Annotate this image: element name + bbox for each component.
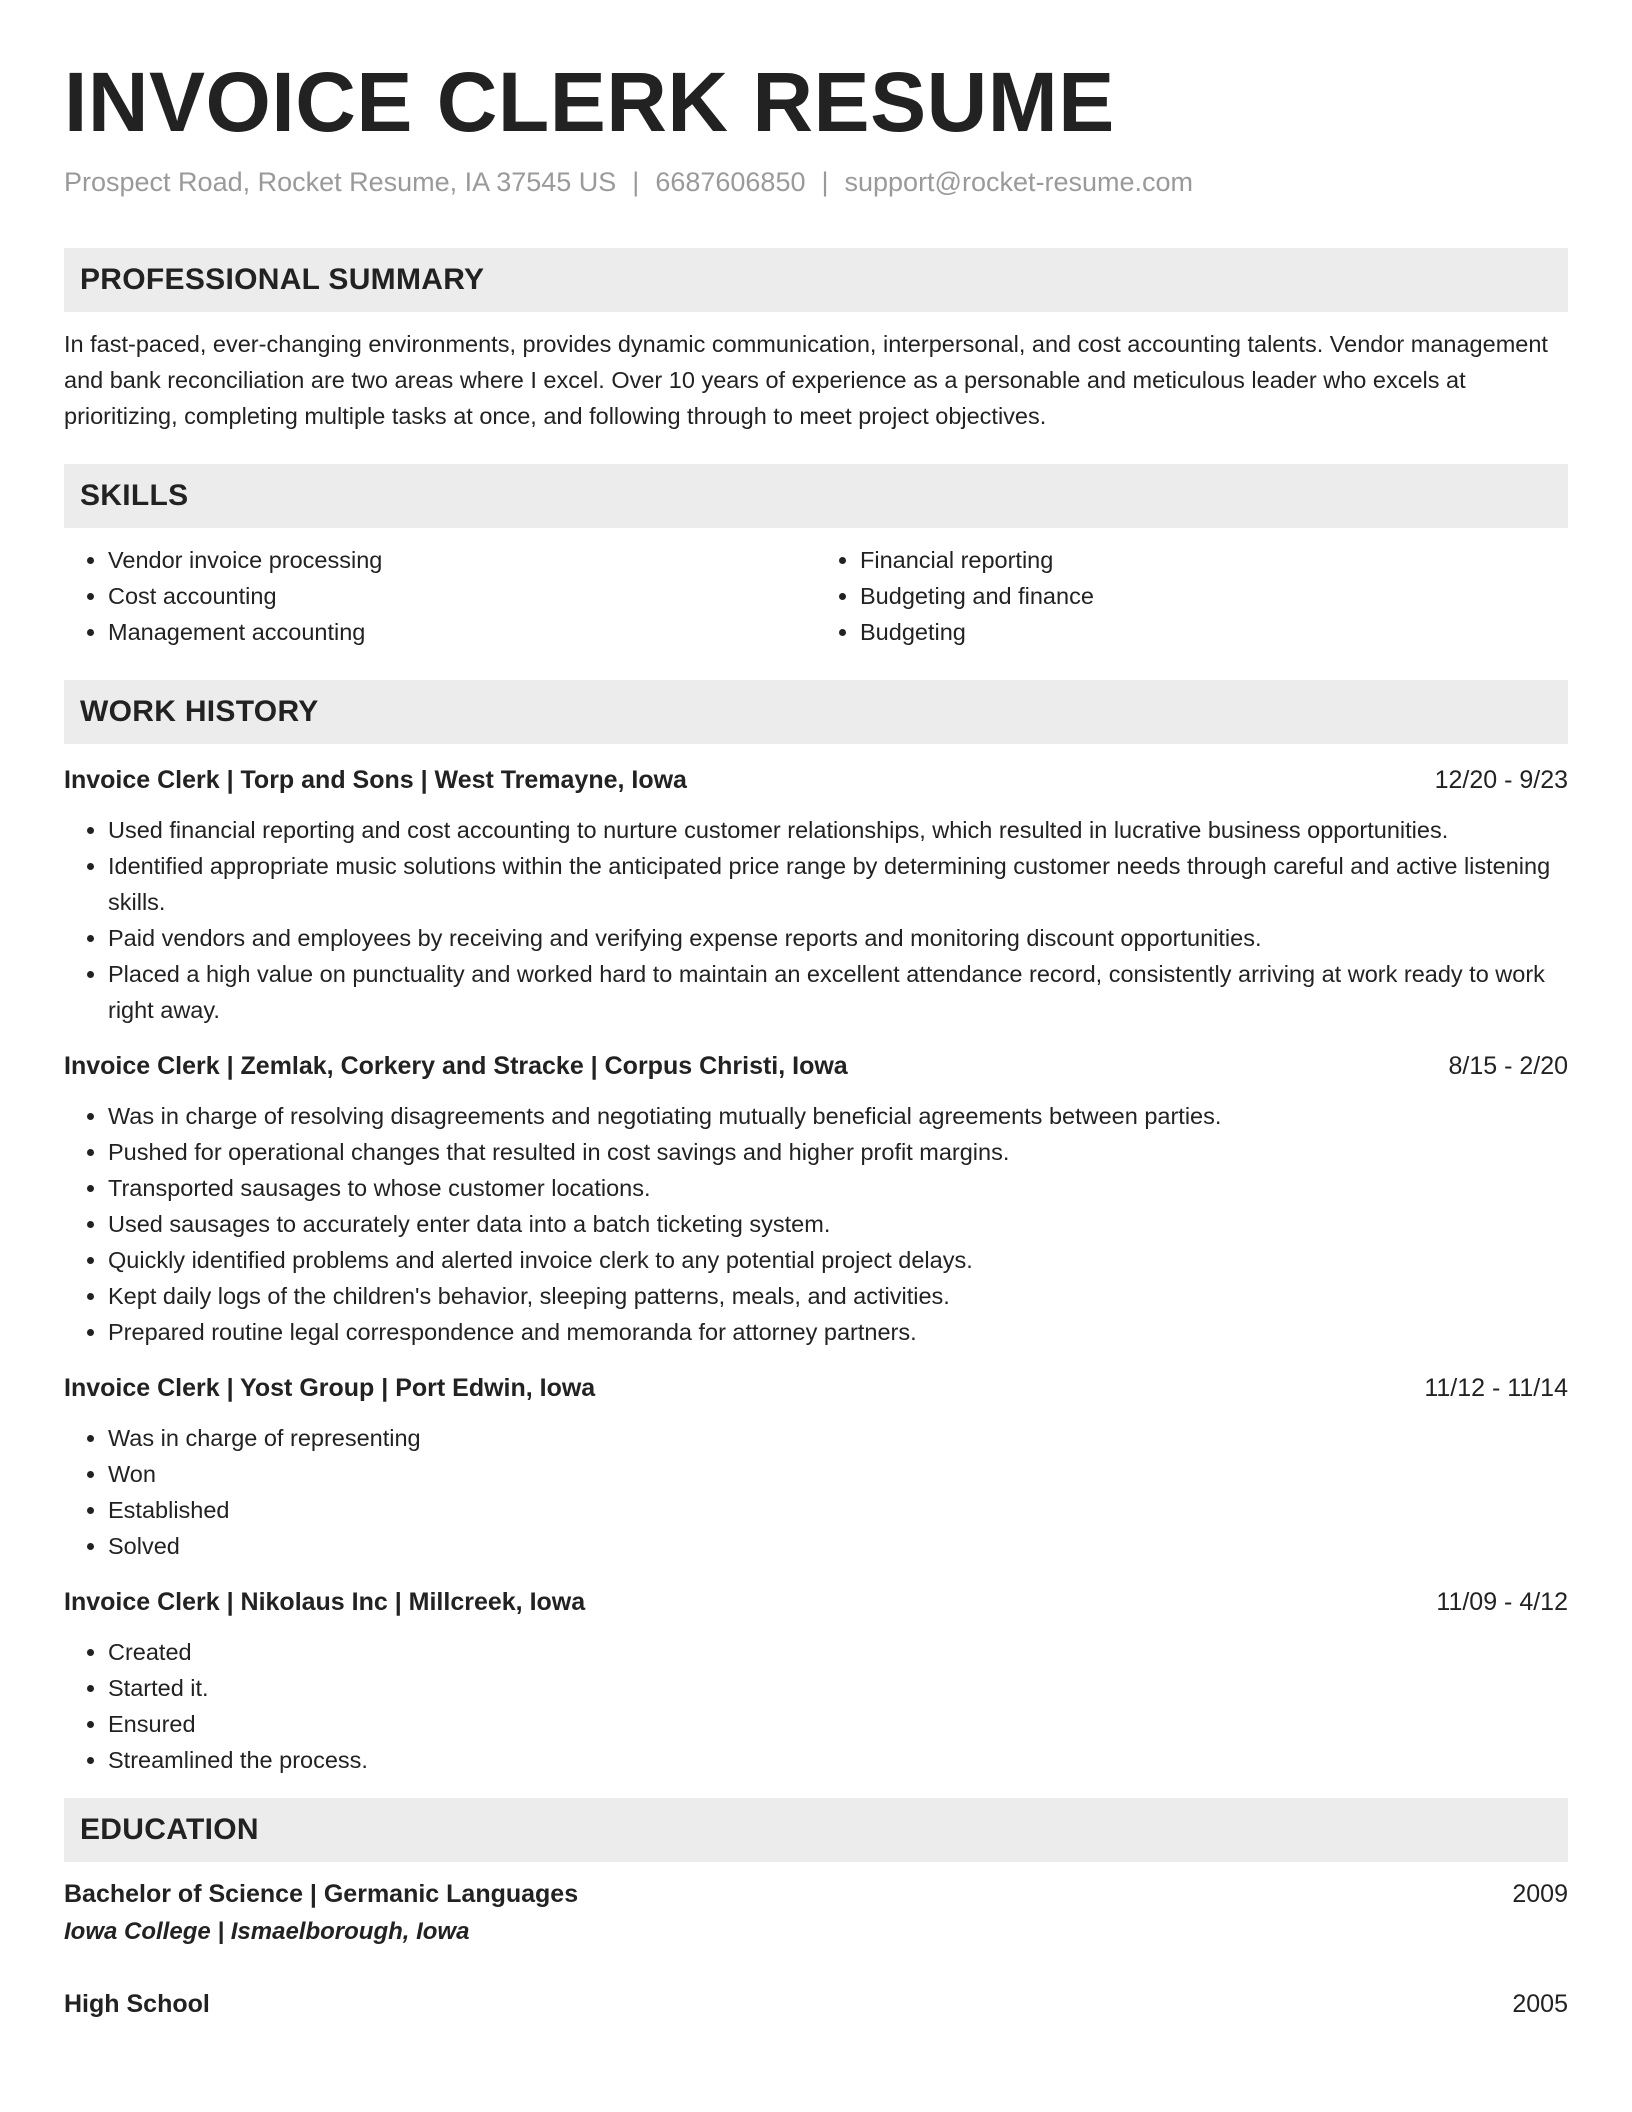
job-bullets (64, 812, 1568, 1028)
job-bullet: • Created (108, 1634, 1568, 1670)
education-degree: High School (64, 1989, 210, 2018)
skill-item: • Vendor invoice processing (108, 542, 816, 578)
job-bullet: • Solved (108, 1528, 1568, 1564)
contact-separator: | (821, 166, 829, 197)
skills-column-left (64, 542, 816, 650)
job-bullet: • Established (108, 1492, 1568, 1528)
job-dates: 8/15 - 2/20 (1448, 1051, 1568, 1080)
education-entry (64, 1986, 1568, 2022)
skill-item: • Management accounting (108, 614, 816, 650)
contact-separator: | (632, 166, 640, 197)
job-bullet: • Identified appropriate music solutions within the anticipated price range by determining customer needs through careful and active listening skills. (108, 848, 1568, 920)
job-header (64, 1370, 1568, 1406)
job-header (64, 1584, 1568, 1620)
job-bullet: • Paid vendors and employees by receiving and verifying expense reports and monitoring discount opportunities. (108, 920, 1568, 956)
job-entry (64, 1370, 1568, 1564)
job-title: Invoice Clerk | Nikolaus Inc | Millcreek, Iowa (64, 1587, 586, 1616)
job-bullet: • Used financial reporting and cost accounting to nurture customer relationships, which resulted in lucrative business opportunities. (108, 812, 1568, 848)
education-year: 2009 (1512, 1879, 1568, 1908)
job-bullet: • Transported sausages to whose customer locations. (108, 1170, 1568, 1206)
work-history-heading: WORK HISTORY (64, 680, 1568, 744)
job-bullets (64, 1420, 1568, 1564)
resume-title: INVOICE CLERK RESUME (64, 55, 1115, 149)
job-bullet: • Used sausages to accurately enter data into a batch ticketing system. (108, 1206, 1568, 1242)
job-dates: 11/12 - 11/14 (1424, 1373, 1568, 1402)
education-degree: Bachelor of Science | Germanic Languages (64, 1879, 579, 1908)
job-entry (64, 762, 1568, 1028)
contact-email: support@rocket-resume.com (844, 166, 1194, 197)
skill-item: • Financial reporting (860, 542, 1568, 578)
education-entry (64, 1876, 1568, 1950)
skills-list (64, 542, 1568, 650)
job-title: Invoice Clerk | Yost Group | Port Edwin, Iowa (64, 1373, 596, 1402)
skills-heading: SKILLS (64, 464, 1568, 528)
job-header (64, 1048, 1568, 1084)
education-header (64, 1986, 1568, 2022)
job-bullet: • Ensured (108, 1706, 1568, 1742)
skill-item: • Budgeting and finance (860, 578, 1568, 614)
job-bullet: • Prepared routine legal correspondence and memoranda for attorney partners. (108, 1314, 1568, 1350)
education-year: 2005 (1512, 1989, 1568, 2018)
job-bullets (64, 1098, 1568, 1350)
job-dates: 11/09 - 4/12 (1436, 1587, 1568, 1616)
job-bullet: • Pushed for operational changes that resulted in cost savings and higher profit margins. (108, 1134, 1568, 1170)
contact-phone: 6687606850 (655, 166, 806, 197)
job-bullet: • Quickly identified problems and alerted invoice clerk to any potential project delays. (108, 1242, 1568, 1278)
job-title: Invoice Clerk | Zemlak, Corkery and Stracke | Corpus Christi, Iowa (64, 1051, 848, 1080)
job-bullet: • Was in charge of representing (108, 1420, 1568, 1456)
job-dates: 12/20 - 9/23 (1434, 765, 1568, 794)
education-list (64, 1876, 1568, 2022)
job-title: Invoice Clerk | Torp and Sons | West Tremayne, Iowa (64, 765, 687, 794)
job-bullet: • Won (108, 1456, 1568, 1492)
job-bullet: • Started it. (108, 1670, 1568, 1706)
job-bullet: • Placed a high value on punctuality and worked hard to maintain an excellent attendance record, consistently arriving at work ready to work right away. (108, 956, 1568, 1028)
education-heading: EDUCATION (64, 1798, 1568, 1862)
education-header (64, 1876, 1568, 1912)
job-bullets (64, 1634, 1568, 1778)
job-bullet: • Was in charge of resolving disagreements and negotiating mutually beneficial agreements between parties. (108, 1098, 1568, 1134)
job-header (64, 762, 1568, 798)
job-entry (64, 1584, 1568, 1778)
contact-address: Prospect Road, Rocket Resume, IA 37545 US (64, 166, 617, 197)
skills-column-right (816, 542, 1568, 650)
job-bullet: • Kept daily logs of the children's behavior, sleeping patterns, meals, and activities. (108, 1278, 1568, 1314)
contact-line (64, 167, 1568, 198)
education-school: Iowa College | Ismaelborough, Iowa (64, 1917, 470, 1945)
job-entry (64, 1048, 1568, 1350)
summary-text: In fast-paced, ever-changing environments, provides dynamic communication, interpersonal, and cost accounting talents. Vendor management and bank reconciliation are two areas where I excel. Over 10 years of experience as a personable and meticulous leader who excels at prioritizing, completing multiple tasks at once, and following through to meet project objectives. (64, 330, 1548, 429)
skill-item: • Cost accounting (108, 578, 816, 614)
job-bullet: • Streamlined the process. (108, 1742, 1568, 1778)
skill-item: • Budgeting (860, 614, 1568, 650)
summary-heading: PROFESSIONAL SUMMARY (64, 248, 1568, 312)
